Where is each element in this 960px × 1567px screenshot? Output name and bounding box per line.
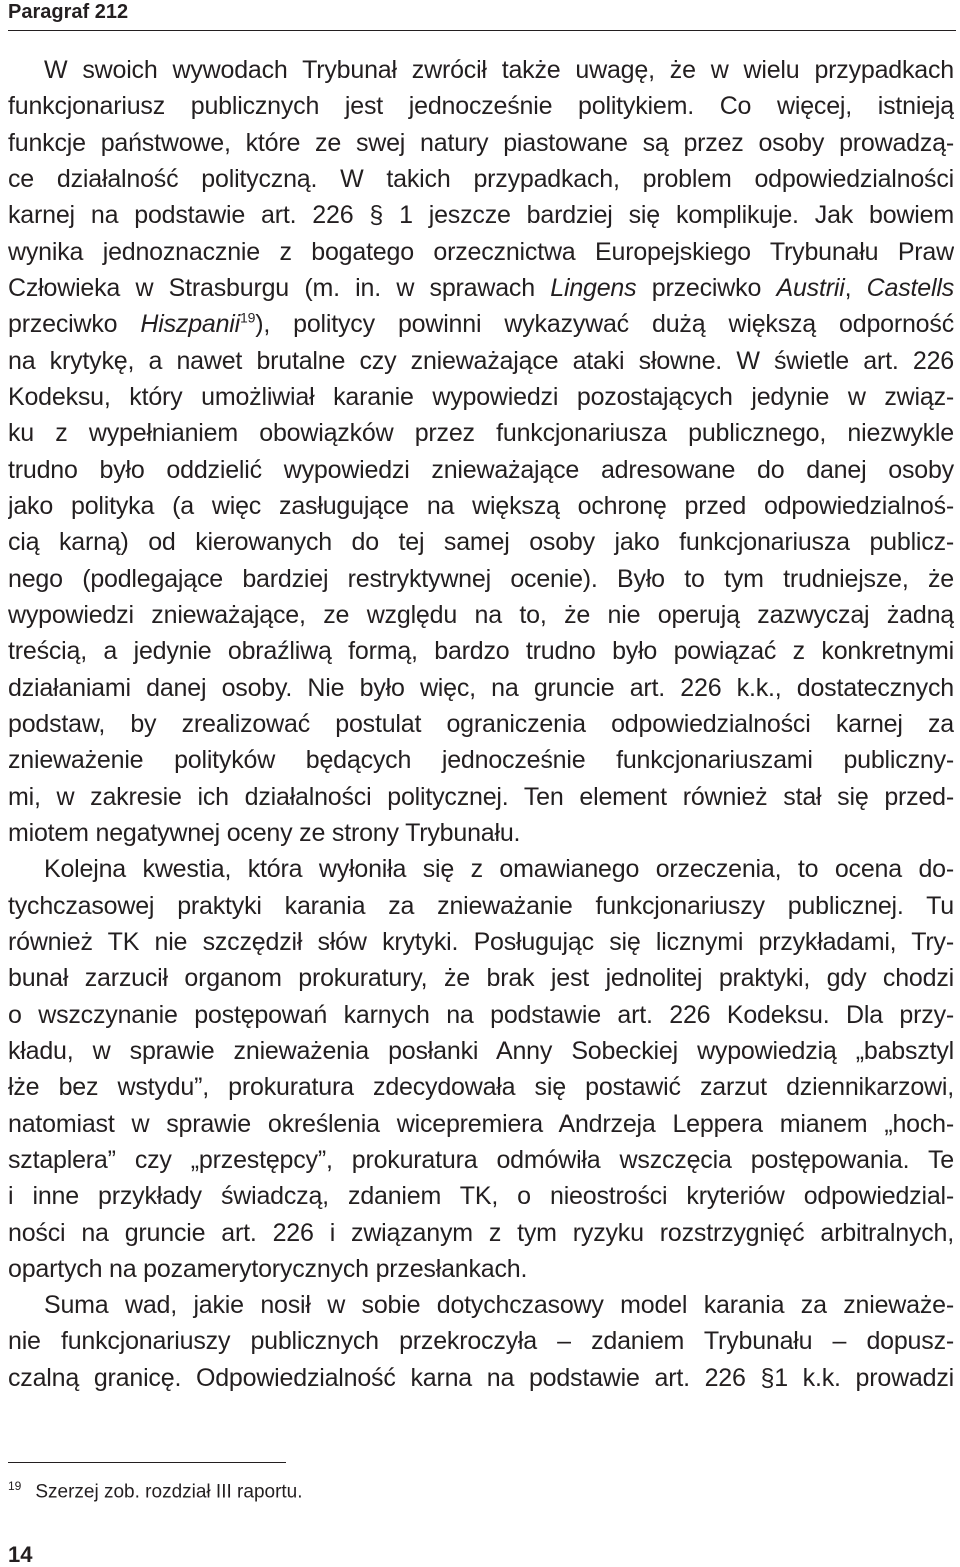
- text-segment: przeciwko: [636, 273, 777, 302]
- text-segment: i inne przykłady świadczą, zdaniem TK, o nieostrości kryteriów odpowiedzial-: [8, 1182, 954, 1211]
- text-line: [8, 88, 954, 124]
- text-segment: bunał zarzucił organom prokuratury, że brak jest jednolitej praktyki, gdy chodzi: [8, 964, 954, 993]
- text-line: [8, 1360, 954, 1396]
- text-line: [8, 1178, 954, 1214]
- text-segment: treścią, a jedynie obraźliwą formą, bardzo trudno było powiązać z konkretnymi: [8, 637, 954, 666]
- text-segment: Człowieka w Strasburgu (m. in. w sprawach: [8, 273, 551, 302]
- text-line: [8, 561, 954, 597]
- text-segment: wypowiedzi znieważające, ze względu na to, że nie operują zazwyczaj żadną: [8, 600, 954, 629]
- text-line: [8, 1215, 954, 1251]
- text-segment: trudno było oddzielić wypowiedzi znieważające adresowane do danej osoby: [8, 455, 954, 484]
- header-rule: [8, 30, 956, 31]
- text-line: [8, 415, 954, 451]
- text-segment: działaniami danej osoby. Nie było więc, na gruncie art. 226 k.k., dostatecznych: [8, 673, 954, 702]
- text-segment: funkcje państwowe, które ze swej natury piastowane są przez osoby prowadzą-: [8, 128, 954, 157]
- text-segment: Austrii: [776, 273, 845, 302]
- footnote-text: Szerzej zob. rozdział III raportu.: [35, 1481, 303, 1503]
- text-segment: Kodeksu, który umożliwiał karanie wypowiedzi pozostających jedynie w związ-: [8, 382, 954, 411]
- text-line: [8, 597, 954, 633]
- text-segment: podstaw, by zrealizować postulat ograniczenia odpowiedzialności karnej za: [8, 709, 954, 738]
- text-line: [8, 633, 954, 669]
- footnote: [8, 1474, 303, 1504]
- text-segment: łże bez wstydu”, prokuratura zdecydowała się postawić zarzut dziennikarzowi,: [8, 1073, 954, 1102]
- text-segment: kładu, w sprawie znieważenia posłanki Anny Sobeckiej wypowiedzią „babsztyl: [8, 1036, 954, 1065]
- text-segment: W swoich wywodach Trybunał zwrócił także uwagę, że w wielu przypadkach: [44, 56, 954, 84]
- text-segment: czalną granicę. Odpowiedzialność karna na podstawie art. 226 §1 k.k. prowadzi: [8, 1363, 954, 1392]
- text-segment: mi, w zakresie ich działalności politycznej. Ten element również stał się przed-: [8, 782, 954, 811]
- text-line: [8, 670, 954, 706]
- section-title: Paragraf 212: [8, 1, 129, 23]
- text-line: [8, 779, 954, 815]
- text-segment: funkcjonariusz publicznych jest jednocześnie politykiem. Co więcej, istnieją: [8, 92, 954, 121]
- text-line: [8, 1142, 954, 1178]
- text-line: [8, 197, 954, 233]
- text-segment: ,: [844, 273, 867, 302]
- text-line: [8, 924, 954, 960]
- text-segment: opartych na pozamerytorycznych przesłankach.: [8, 1254, 528, 1283]
- text-line: [8, 815, 954, 851]
- text-segment: Suma wad, jakie nosił w sobie dotychczasowy model karania za znieważe-: [44, 1291, 954, 1320]
- text-segment: wynika jednoznacznie z bogatego orzecznictwa Europejskiego Trybunału Praw: [8, 237, 954, 266]
- text-line: [8, 997, 954, 1033]
- text-segment: przeciwko: [8, 310, 141, 339]
- body-text: [8, 52, 954, 1396]
- text-segment: natomiast w sprawie określenia wicepremiera Andrzeja Leppera mianem „hoch-: [8, 1109, 954, 1138]
- text-segment: znieważenie polityków będących jednocześnie funkcjonariuszami publiczny-: [8, 746, 954, 775]
- text-segment: cią karną) od kierowanych do tej samej osoby jako funkcjonariusza publicz-: [8, 528, 954, 557]
- text-line: [8, 1251, 954, 1287]
- running-header: [8, 0, 956, 32]
- footnote-ref: 19: [240, 309, 256, 326]
- text-segment: Kolejna kwestia, która wyłoniła się z omawianego orzeczenia, to ocena do-: [44, 855, 954, 884]
- text-line: [8, 234, 954, 270]
- text-line: [8, 125, 954, 161]
- text-segment: Hiszpanii: [140, 310, 241, 339]
- text-segment: miotem negatywnej oceny ze strony Trybunału.: [8, 818, 521, 847]
- text-segment: karnej na podstawie art. 226 § 1 jeszcze bardziej się komplikuje. Jak bowiem: [8, 201, 954, 230]
- text-segment: sztaplera” czy „przestępcy”, prokuratura odmówiła wszczęcia postępowania. Te: [8, 1145, 954, 1174]
- text-line: [8, 742, 954, 778]
- text-line: [8, 270, 954, 306]
- text-segment: nie funkcjonariuszy publicznych przekroczyła – zdaniem Trybunału – dopusz-: [8, 1327, 954, 1356]
- text-line: [8, 1069, 954, 1105]
- footnote-number: 19: [8, 1479, 22, 1493]
- text-line: [8, 343, 954, 379]
- text-line: [8, 524, 954, 560]
- text-line: [8, 1033, 954, 1069]
- text-line: [8, 1106, 954, 1142]
- text-line: [8, 1323, 954, 1359]
- text-segment: nego (podlegające bardziej restryktywnej ocenie). Było to tym trudniejsze, że: [8, 564, 954, 593]
- text-segment: ce działalność polityczną. W takich przypadkach, problem odpowiedzialności: [8, 164, 954, 193]
- footnote-rule: [8, 1462, 286, 1463]
- text-segment: Castells: [866, 273, 954, 302]
- text-segment: ku z wypełnianiem obowiązków przez funkcjonariusza publicznego, niezwykle: [8, 419, 954, 448]
- text-line: [8, 306, 954, 342]
- text-line: [8, 960, 954, 996]
- text-line: [8, 888, 954, 924]
- text-line: [8, 488, 954, 524]
- page-number: 14: [8, 1542, 33, 1567]
- text-line: [8, 452, 954, 488]
- text-line: [8, 851, 954, 887]
- text-segment: ), politycy powinni wykazywać dużą większą odporność: [255, 310, 954, 339]
- text-line: [8, 52, 954, 88]
- text-segment: również TK nie szczędził słów krytyki. Posługując się licznymi przykładami, Try-: [8, 927, 954, 956]
- text-segment: Lingens: [550, 273, 637, 302]
- text-segment: o wszczynanie postępowań karnych na podstawie art. 226 Kodeksu. Dla przy-: [8, 1000, 954, 1029]
- text-segment: na krytykę, a nawet brutalne czy znieważające ataki słowne. W świetle art. 226: [8, 346, 954, 375]
- text-line: [8, 1287, 954, 1323]
- text-line: [8, 706, 954, 742]
- text-segment: jako polityka (a więc zasługujące na większą ochronę przed odpowiedzialnoś-: [8, 491, 954, 520]
- text-line: [8, 379, 954, 415]
- text-segment: ności na gruncie art. 226 i związanym z tym ryzyku rozstrzygnięć arbitralnych,: [8, 1218, 954, 1247]
- text-segment: tychczasowej praktyki karania za znieważanie funkcjonariuszy publicznej. Tu: [8, 891, 954, 920]
- text-line: [8, 161, 954, 197]
